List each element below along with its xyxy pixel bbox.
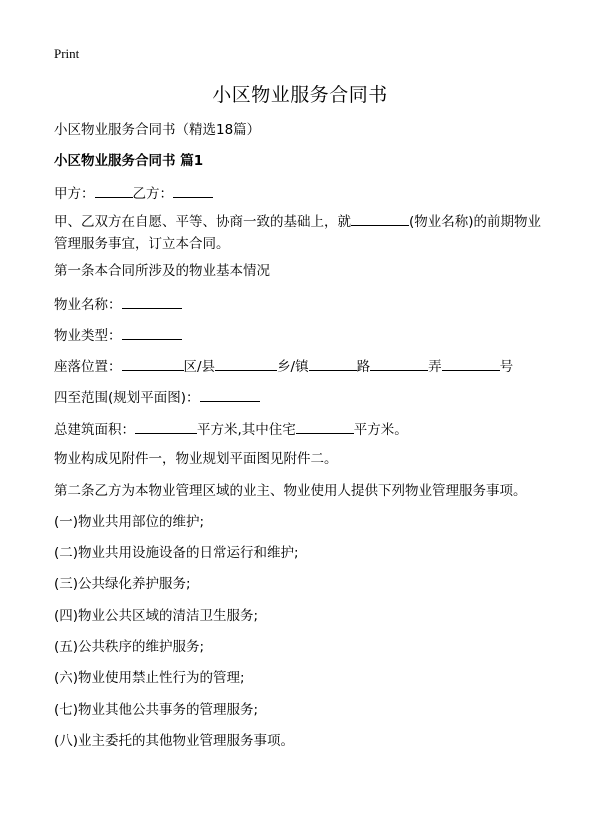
location-line bbox=[54, 357, 513, 375]
article1-heading: 第一条本合同所涉及的物业基本情况 bbox=[54, 263, 270, 279]
boundary-label: 四至范围(规划平面图)： bbox=[54, 390, 200, 406]
location-blank-2 bbox=[215, 357, 277, 371]
property-name-line bbox=[54, 295, 182, 313]
service-item: (七)物业其他公共事务的管理服务; bbox=[54, 702, 259, 718]
area-blank-1 bbox=[135, 420, 197, 434]
boundary-blank bbox=[200, 388, 260, 402]
area-unit-end: 平方米。 bbox=[353, 422, 408, 438]
location-road: 路 bbox=[356, 359, 371, 375]
intro-part2: (物业名称)的前期物业管理服务事宜，订立本合同。 bbox=[54, 214, 542, 252]
property-type-line bbox=[54, 326, 182, 344]
service-item: (五)公共秩序的维护服务; bbox=[54, 639, 205, 655]
property-type-label: 物业类型： bbox=[54, 328, 122, 344]
print-link[interactable]: Print bbox=[54, 46, 80, 61]
document-title: 小区物业服务合同书 bbox=[212, 84, 388, 106]
party-a-blank bbox=[95, 184, 133, 198]
location-number: 号 bbox=[499, 359, 514, 375]
area-unit-mid: 平方米,其中住宅 bbox=[197, 422, 296, 438]
document-subtitle: 小区物业服务合同书（精选18篇） bbox=[54, 122, 261, 138]
party-b-blank bbox=[173, 184, 213, 198]
intro-part1: 甲、乙双方在自愿、平等、协商一致的基础上，就 bbox=[54, 214, 351, 230]
article2-heading: 第二条乙方为本物业管理区域的业主、物业使用人提供下列物业管理服务事项。 bbox=[54, 483, 527, 499]
property-type-blank bbox=[122, 326, 182, 340]
party-a-label: 甲方： bbox=[54, 186, 95, 202]
service-item: (一)物业共用部位的维护; bbox=[54, 514, 205, 530]
property-name-field-blank bbox=[122, 295, 182, 309]
service-item: (二)物业共用设施设备的日常运行和维护; bbox=[54, 545, 299, 561]
area-line bbox=[54, 420, 408, 438]
service-item: (六)物业使用禁止性行为的管理; bbox=[54, 670, 245, 686]
intro-paragraph bbox=[54, 211, 554, 255]
boundary-line bbox=[54, 388, 260, 406]
party-b-label: 乙方： bbox=[132, 186, 173, 202]
location-blank-3 bbox=[309, 357, 357, 371]
location-district: 区/县 bbox=[183, 359, 216, 375]
service-item: (八)业主委托的其他物业管理服务事项。 bbox=[54, 733, 295, 749]
area-label: 总建筑面积： bbox=[54, 422, 135, 438]
property-name-label: 物业名称： bbox=[54, 297, 122, 313]
parties-line bbox=[54, 184, 213, 202]
property-name-blank bbox=[351, 212, 409, 226]
service-item: (四)物业公共区域的清洁卫生服务; bbox=[54, 608, 259, 624]
location-blank-4 bbox=[370, 357, 428, 371]
location-lane: 弄 bbox=[428, 359, 442, 375]
section-heading: 小区物业服务合同书 篇1 bbox=[54, 153, 204, 169]
composition-line: 物业构成见附件一，物业规划平面图见附件二。 bbox=[54, 451, 338, 467]
location-town: 乡/镇 bbox=[277, 359, 309, 375]
location-blank-5 bbox=[442, 357, 500, 371]
location-blank-1 bbox=[122, 357, 184, 371]
area-blank-2 bbox=[296, 420, 354, 434]
service-item: (三)公共绿化养护服务; bbox=[54, 576, 191, 592]
location-label: 座落位置： bbox=[54, 359, 122, 375]
